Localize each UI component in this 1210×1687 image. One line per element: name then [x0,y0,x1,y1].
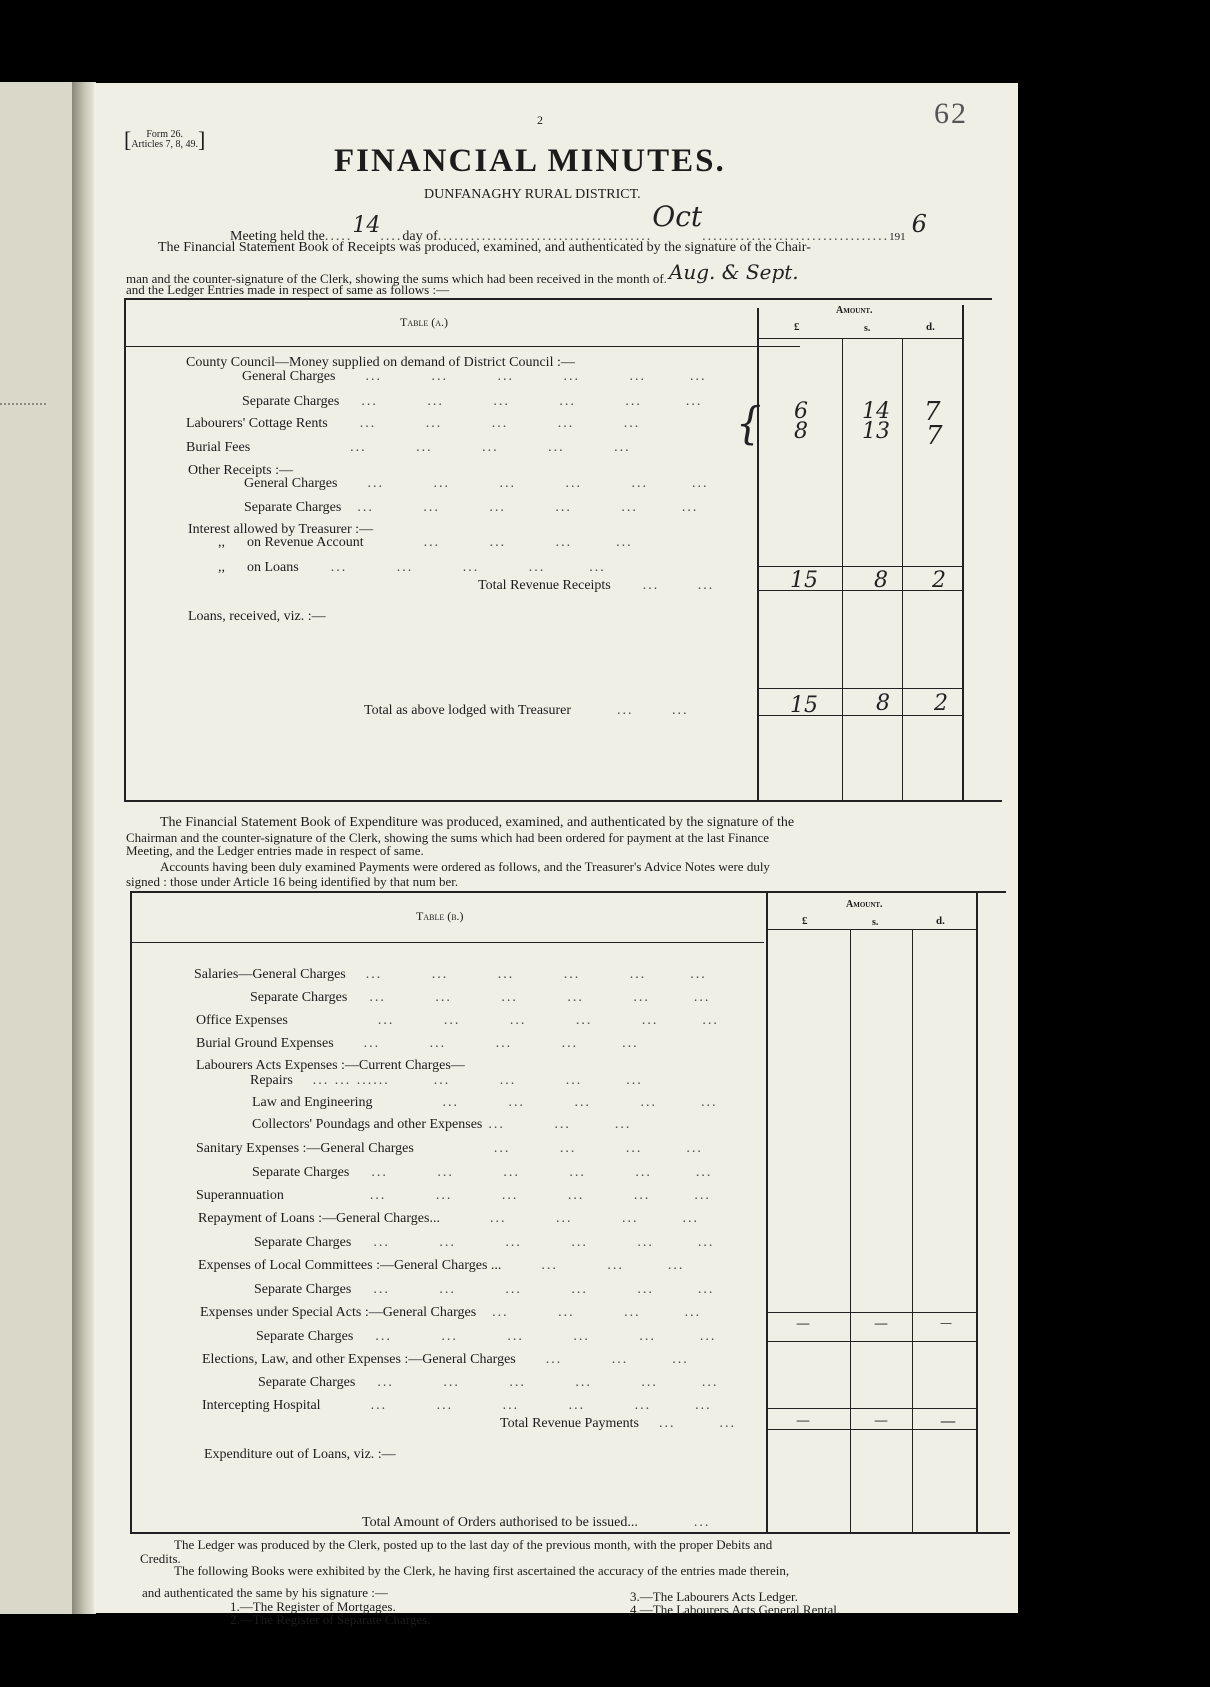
table-b-title: Table (b.) [416,909,464,923]
page-small-number: 2 [537,113,543,127]
row-total-payments: Total Revenue Payments ... ... [500,1416,736,1431]
receipts-intro-line2: man and the counter-signature of the Clerk, showing the sums which had been received in the month of.Aug. & Sept. [126,260,799,286]
table-b-amount-header: Amount. [846,899,883,910]
row-office: Office Expenses ... ... ... ... ... ... [196,1013,719,1028]
meeting-day: 14 [352,213,381,238]
row-general-charges: General Charges ... ... ... ... ... ... [242,369,707,384]
row1-pence: 7 [924,397,941,427]
row-law-engineering: Law and Engineering ... ... ... ... ... [252,1095,718,1110]
row-other-separate: Separate Charges ... ... ... ... ... ... [244,500,699,515]
row-local-separate: Separate Charges ... ... ... ... ... ... [254,1282,715,1297]
meeting-year-prefix: 191 [889,231,906,243]
row-burial-fees: Burial Fees ... ... ... ... ... [186,440,631,455]
row-total-revenue: Total Revenue Receipts ... ... [478,578,715,593]
ledger-page [94,83,1018,1627]
books-line2: and authenticated the same by his signature :— [142,1585,388,1600]
row-special-separate: Separate Charges ... ... ... ... ... ... [256,1329,717,1344]
row-county-council: County Council—Money supplied on demand of District Council :— [186,355,575,370]
row-other-receipts: Other Receipts :— [188,463,293,478]
meeting-line: Meeting held the.....14....day of.......................................Oct..................................191 6 [230,200,927,244]
table-b-col-shillings: s. [872,917,879,928]
row-burial-ground: Burial Ground Expenses ... ... ... ... ... [196,1036,639,1051]
table-a-amount-header: Amount. [836,305,873,316]
orders-pence-dash: — [940,1411,956,1430]
expenditure-intro-line3: Meeting, and the Ledger entries made in respect of same. [126,843,424,858]
page-title: FINANCIAL MINUTES. [334,143,726,179]
row-interest: Interest allowed by Treasurer :— [188,522,374,537]
lodged-pence: 2 [934,691,948,716]
form-articles: Articles 7, 8, 49. [131,139,198,150]
receipts-intro-line1: The Financial Statement Book of Receipts was produced, examined, and authenticated by the signature of the Chair- [158,240,811,255]
row2-shillings: 13 [862,419,890,444]
meeting-month: Oct [652,200,703,233]
meeting-year-digit: 6 [911,210,927,238]
payments-pence-dash: — [940,1316,952,1330]
ledger-line2: Credits. [140,1551,181,1566]
books-line1: The following Books were exhibited by the Clerk, he having first ascertained the accuracy of the entries made therein, [174,1563,790,1578]
receipts-intro-text: man and the counter-signature of the Clerk, showing the sums which had been received in the month of [126,271,664,286]
ledger-line1: The Ledger was produced by the Clerk, posted up to the last day of the previous month, with the proper Debits and [174,1537,773,1552]
row2-pounds: 8 [794,419,808,444]
table-b-col-pounds: £ [802,915,808,927]
table-a-col-pounds: £ [794,321,800,333]
row1-pounds: 6 [794,399,808,424]
lodged-pounds: 15 [790,693,818,718]
row-on-loans: ,, on Loans ... ... ... ... ... [218,560,606,575]
row-repayment-separate: Separate Charges ... ... ... ... ... ... [254,1235,715,1250]
row-separate-charges: Separate Charges ... ... ... ... ... ... [242,394,703,409]
book-item-3: 3.—The Labourers Acts Ledger. [630,1589,798,1604]
receipts-intro-line3: and the Ledger Entries made in respect of same as follows :— [126,282,450,297]
expenditure-intro-line2: Chairman and the counter-signature of the Clerk, showing the sums which had been ordered for payment at the last Finance [126,830,770,845]
row-sanitary-separate: Separate Charges ... ... ... ... ... ... [252,1165,713,1180]
expenditure-intro-line5: signed : those under Article 16 being identified by that num ber. [126,874,459,889]
left-page-dotted-line [0,403,46,405]
row-sanitary: Sanitary Expenses :—General Charges ... ... ... ... [196,1141,703,1156]
table-a-col-shillings: s. [864,323,871,334]
book-item-2: 2.—The Register of Separate Charges. [230,1612,431,1627]
row-total-lodged: Total as above lodged with Treasurer ... ... [364,703,689,718]
orders-pounds-dash: — [796,1413,810,1429]
district-name: DUNFANAGHY RURAL DISTRICT. [424,187,641,202]
row-loans-expenditure: Expenditure out of Loans, viz. :— [204,1447,396,1462]
row-repairs: Repairs ... ... ...... ... ... ... ... [250,1073,643,1088]
brace-mark: { [736,398,762,450]
meeting-day-of: day of [402,229,438,244]
row-other-general: General Charges ... ... ... ... ... ... [244,476,709,491]
row-hospital: Intercepting Hospital ... ... ... ... ... ... [202,1398,712,1413]
row-labourers-acts: Labourers Acts Expenses :—Current Charges— [196,1058,465,1073]
row-collectors: Collectors' Poundags and other Expenses ... ... ... [252,1117,632,1132]
row-salaries-separate: Separate Charges ... ... ... ... ... ... [250,990,711,1005]
table-a-col-pence: d. [926,321,935,333]
table-a-title: Table (a.) [400,315,448,329]
row1-shillings: 14 [862,399,890,424]
meeting-prefix: Meeting held the [230,229,325,244]
row-special-acts: Expenses under Special Acts :—General Charges ... ... ... ... [200,1305,702,1320]
form-number: Form 26. [146,129,183,140]
expenditure-intro-line4: Accounts having been duly examined Payments were ordered as follows, and the Treasurer's Advice Notes were duly [160,859,770,874]
row-superannuation: Superannuation ... ... ... ... ... ... [196,1188,711,1203]
row-loans-received: Loans, received, viz. :— [188,609,326,624]
payments-pounds-dash: — [796,1316,810,1332]
row-labourers-cottage: Labourers' Cottage Rents ... ... ... ... ... [186,416,641,431]
total-pounds: 15 [790,568,818,593]
row-local-committees: Expenses of Local Committees :—General Charges ... ... ... ... [198,1258,685,1273]
expenditure-intro-line1: The Financial Statement Book of Expenditure was produced, examined, and authenticated by the signature of the [160,815,795,830]
row-salaries: Salaries—General Charges ... ... ... ... ... ... [194,967,707,982]
total-shillings: 8 [874,568,888,593]
page-number: 62 [934,97,968,130]
book-item-1: 1.—The Register of Mortgages. [230,1599,396,1614]
total-pence: 2 [932,568,946,593]
table-b-col-pence: d. [936,915,945,927]
book-gutter [72,82,94,1614]
row-elections-separate: Separate Charges ... ... ... ... ... ... [258,1375,719,1390]
orders-shillings-dash: — [874,1413,888,1429]
receipt-months: Aug. & Sept. [668,260,799,284]
row-total-orders: Total Amount of Orders authorised to be issued... ... [362,1515,711,1530]
row-repayment: Repayment of Loans :—General Charges... ... ... ... ... [198,1211,699,1226]
book-item-4: 4.—The Labourers Acts General Rental. [630,1602,841,1617]
row-on-revenue: ,, on Revenue Account ... ... ... ... [218,535,633,550]
row-elections: Elections, Law, and other Expenses :—General Charges ... ... ... [202,1352,689,1367]
row2-pence: 7 [926,421,943,451]
lodged-shillings: 8 [876,691,890,716]
form-reference: [ Form 26. Articles 7, 8, 49.] [124,127,206,152]
payments-shillings-dash: — [874,1316,888,1332]
